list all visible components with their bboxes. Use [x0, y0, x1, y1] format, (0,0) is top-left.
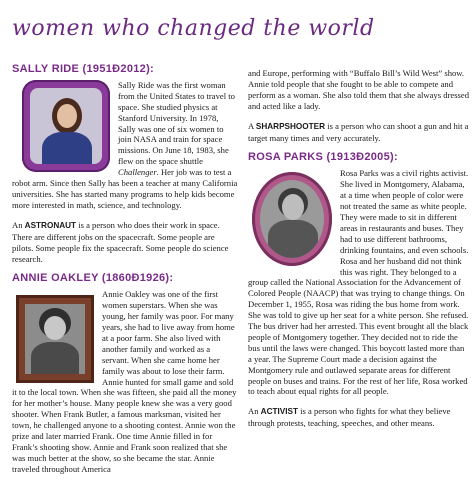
sally-ride-heading: SALLY RIDE (1951Ð2012):: [12, 63, 155, 75]
annie-oakley-photo: [25, 304, 85, 374]
sally-ride-bio: Sally Ride was the first woman from the United States to travel to space. She studied physics at Stanford University. In 1978, Sally was one of six women to join NASA and train for space missions. On June 18, 1983, she flew on the space shuttle Challenger. Her job was to test a robot arm. Since then Sally has been a teacher at many California universities. She has started many programs to help kids become more interested in math, science, and technology.: [12, 79, 238, 210]
rosa-parks-photo: [260, 180, 324, 258]
activist-definition: An ACTIVIST is a person who fights for what they believe through protests, teaching, speeches, and other means.: [248, 406, 451, 429]
annie-oakley-bio-continued: and Europe, performing with “Buffalo Bill’s Wild West” show. Annie told people that she fought to be able to compete and perform as a woman. She also told them that she always dressed and acted like a lady.: [248, 68, 469, 111]
astronaut-definition: An ASTRONAUT is a person who does their work in space. There are different jobs on the spacecraft. Some people are pilots. Some people fix the spacecraft. Some people do science research.: [12, 219, 229, 264]
annie-oakley-heading: ANNIE OAKLEY (1860Ð1926):: [12, 272, 174, 285]
rosa-parks-bio: Rosa Parks was a civil rights activist. She lived in Montgomery, Alabama, at a time when people of color were not treated the same as white people. They were made to sit in different areas in restaurants and buses. They had to use different bathrooms, drinking fountains, and even schools. Rosa and her husband did not think this was right. They belonged to a group called the National Association for the Advancement of Colored People (NAACP) that was trying to change things. On December 1, 1955, Rosa was riding the bus home from work. She was told to give up her seat for a white person. She refused. The bus driver had her arrested. This event brought all the black people of Montgomery together. They decided not to ride the bus until the laws were changed. This boycott lasted more than a year. The Supreme Court made a decision against the Montgomery rule and outlawed separate areas for different people on buses and trains. For the rest of her life, Rosa worked to teach about equal rights for all people.: [248, 168, 469, 397]
right-column: [248, 68, 470, 438]
annie-oakley-bio: Annie Oakley was one of the first women superstars. When she was young, her family was poor. For many years, she had to live away from home at a poor farm. She also lived with another family and worked as a servant. When she came home her family was about to lose their farm. Annie hunted for small game and sold it to the local town. When she was fifteen, she paid all the money for her mother’s house. Many people knew she was a very good shooter. When Frank Butler, a famous marksman, visited her town, he challenged anyone to a shooting contest. Annie won the prize and later married Frank. One time Annie filled in for Frank’s shooting show. Annie and Frank soon realized that she was much better at the show, so she became the star. Annie traveled throughout America: [12, 289, 237, 474]
rosa-parks-heading: ROSA PARKS (1913Ð2005):: [248, 151, 398, 164]
annie-oakley-portrait: [16, 295, 94, 383]
rosa-parks-portrait: [252, 172, 332, 266]
sally-ride-photo: [30, 88, 102, 164]
astronaut-term: ASTRONAUT: [24, 220, 77, 230]
sally-ride-portrait: [22, 80, 110, 172]
page-title: women who changed the world: [12, 16, 375, 41]
sharpshooter-definition: A SHARPSHOOTER is a person who can shoot a gun and hit a target many times and very accurately.: [248, 120, 469, 143]
activist-term: ACTIVIST: [260, 407, 298, 417]
sharpshooter-term: SHARPSHOOTER: [255, 121, 326, 131]
left-column: [12, 62, 238, 480]
